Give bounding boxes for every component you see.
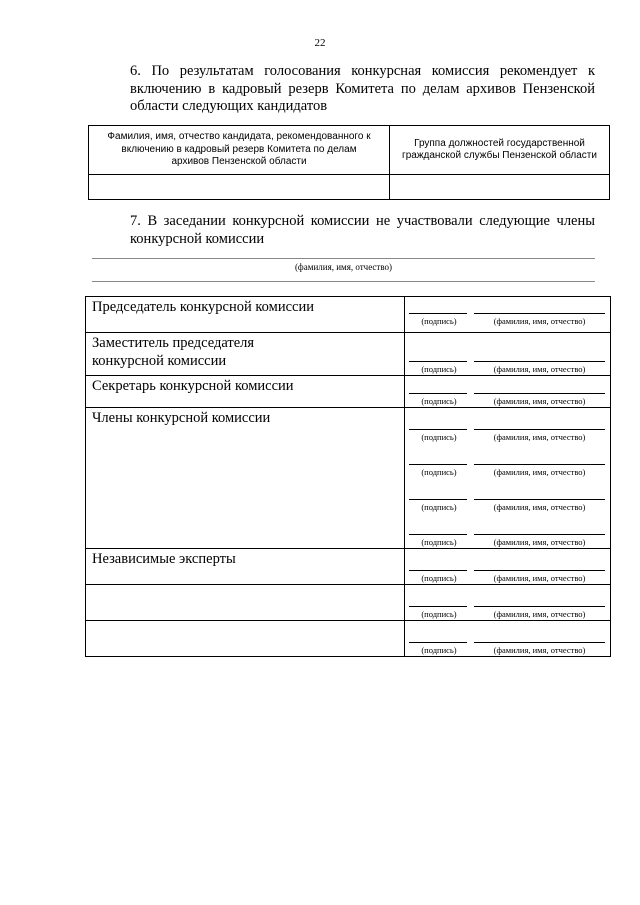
- signature-slot: [405, 297, 610, 332]
- name-caption: (фамилия, имя, отчество): [493, 467, 586, 477]
- members-label: Члены конкурсной комиссии: [86, 408, 405, 549]
- signatures-table: [85, 296, 611, 657]
- name-caption: (фамилия, имя, отчество): [493, 396, 586, 406]
- name-line[interactable]: [474, 534, 605, 535]
- signature-line[interactable]: [409, 464, 467, 465]
- secretary-row: [86, 376, 611, 408]
- signature-caption: (подпись): [421, 645, 457, 655]
- deputy-signature-cell: [405, 333, 611, 376]
- signature-slot: [405, 478, 610, 513]
- deputy-label-line1: Заместитель председателя: [92, 335, 255, 351]
- signature-slot: [405, 585, 610, 620]
- name-line[interactable]: [474, 642, 605, 643]
- section-7-text: 7. В заседании конкурсной комиссии не участвовали следующие члены конкурсной комиссии: [130, 213, 595, 247]
- absent-members-line-2[interactable]: [92, 281, 595, 282]
- expert-signature-cell-2: [405, 585, 611, 621]
- signature-line[interactable]: [409, 393, 467, 394]
- deputy-label: [86, 333, 405, 376]
- signature-caption: (подпись): [421, 467, 457, 477]
- members-row: [86, 408, 611, 549]
- candidates-header-group: [390, 126, 610, 175]
- expert-name-cell-3[interactable]: [86, 621, 405, 657]
- secretary-signature-cell: [405, 376, 611, 408]
- chairman-label: Председатель конкурсной комиссии: [86, 297, 405, 333]
- absent-members-line[interactable]: [92, 258, 595, 259]
- signature-line[interactable]: [409, 361, 467, 362]
- section-6-text: 6. По результатам голосования конкурсная комиссия рекомендует к включению в кадровый резерв Комитета по делам архивов Пензенской области следующих кандидатов: [130, 63, 595, 114]
- signature-line[interactable]: [409, 642, 467, 643]
- signature-slot: [405, 443, 610, 478]
- experts-signature-cell: [405, 549, 611, 585]
- signature-line[interactable]: [409, 499, 467, 500]
- members-signature-cell: [405, 408, 611, 549]
- expert-name-cell-2[interactable]: [86, 585, 405, 621]
- name-line[interactable]: [474, 313, 605, 314]
- signature-line[interactable]: [409, 570, 467, 571]
- chairman-signature-cell: [405, 297, 611, 333]
- name-caption: (фамилия, имя, отчество): [493, 537, 586, 547]
- absent-members-caption: (фамилия, имя, отчество): [294, 262, 393, 272]
- name-line[interactable]: [474, 570, 605, 571]
- name-caption: (фамилия, имя, отчество): [493, 502, 586, 512]
- signature-slot: [405, 408, 610, 443]
- name-line[interactable]: [474, 499, 605, 500]
- signature-slot: [405, 549, 610, 584]
- name-caption: (фамилия, имя, отчество): [493, 645, 586, 655]
- name-line[interactable]: [474, 393, 605, 394]
- signature-caption: (подпись): [421, 432, 457, 442]
- candidates-header-name-text: Фамилия, имя, отчество кандидата, рекомендованного к включению в кадровый резерв Комитета по делам архивов Пензенской области: [107, 131, 371, 168]
- name-caption: (фамилия, имя, отчество): [493, 316, 586, 326]
- section-6-paragraph: [92, 63, 595, 116]
- signature-slot: [405, 333, 610, 375]
- signature-caption: (подпись): [421, 609, 457, 619]
- name-caption: (фамилия, имя, отчество): [493, 573, 586, 583]
- expert-signature-cell-3: [405, 621, 611, 657]
- secretary-label: Секретарь конкурсной комиссии: [86, 376, 405, 408]
- signature-line[interactable]: [409, 313, 467, 314]
- signature-line[interactable]: [409, 429, 467, 430]
- expert-row-3: [86, 621, 611, 657]
- expert-row-2: [86, 585, 611, 621]
- name-line[interactable]: [474, 464, 605, 465]
- signature-caption: (подпись): [421, 502, 457, 512]
- candidates-header-row: [89, 126, 610, 175]
- name-line[interactable]: [474, 361, 605, 362]
- section-7-paragraph: [92, 213, 595, 248]
- chairman-row: [86, 297, 611, 333]
- signature-caption: (подпись): [421, 537, 457, 547]
- signature-slot: [405, 513, 610, 548]
- candidates-empty-row: [89, 175, 610, 200]
- deputy-label-line2: конкурсной комиссии: [92, 353, 227, 369]
- candidate-group-cell[interactable]: [390, 175, 610, 200]
- name-caption: (фамилия, имя, отчество): [493, 432, 586, 442]
- name-caption: (фамилия, имя, отчество): [493, 364, 586, 374]
- page-number: 22: [314, 37, 326, 49]
- candidates-table: [88, 125, 610, 200]
- signature-caption: (подпись): [421, 396, 457, 406]
- candidate-name-cell[interactable]: [89, 175, 390, 200]
- experts-row: [86, 549, 611, 585]
- name-line[interactable]: [474, 606, 605, 607]
- signature-line[interactable]: [409, 534, 467, 535]
- experts-label: Независимые эксперты: [86, 549, 405, 585]
- signature-caption: (подпись): [421, 316, 457, 326]
- signature-line[interactable]: [409, 606, 467, 607]
- deputy-row: [86, 333, 611, 376]
- signature-slot: [405, 621, 610, 656]
- signature-slot: [405, 376, 610, 407]
- candidates-header-group-text: Группа должностей государственной гражданской службы Пензенской области: [402, 137, 597, 161]
- name-line[interactable]: [474, 429, 605, 430]
- candidates-header-name: [89, 126, 390, 175]
- name-caption: (фамилия, имя, отчество): [493, 609, 586, 619]
- signature-caption: (подпись): [421, 364, 457, 374]
- signature-caption: (подпись): [421, 573, 457, 583]
